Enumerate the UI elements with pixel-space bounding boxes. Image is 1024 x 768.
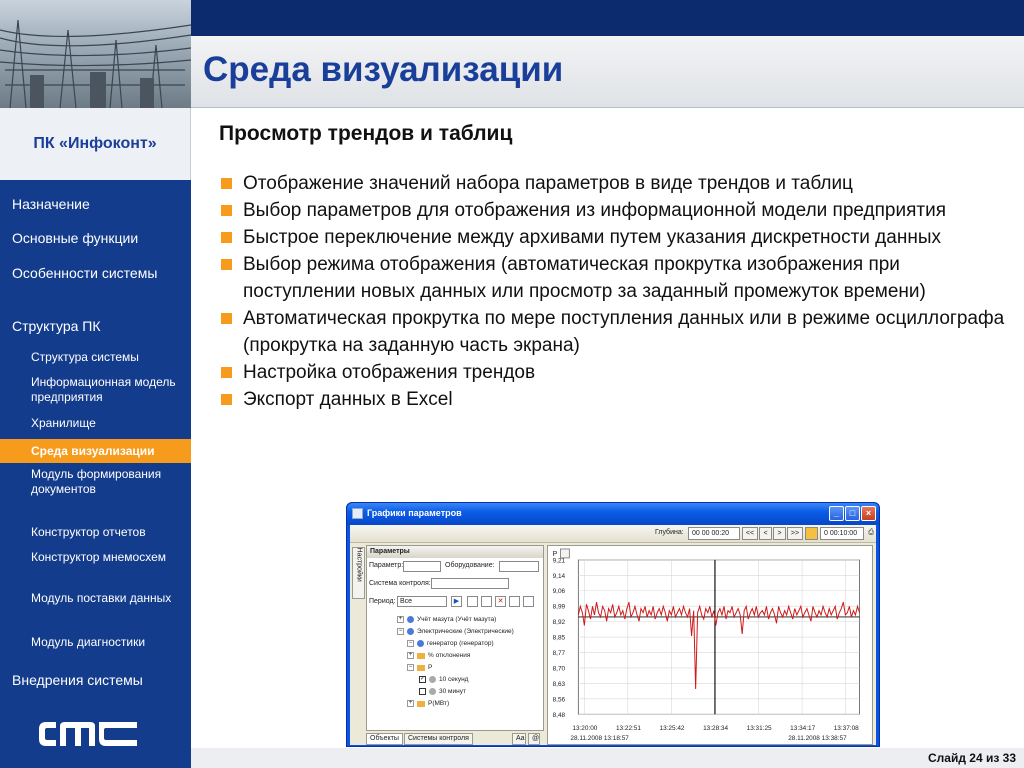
period-label: Период: — [369, 598, 396, 605]
trend-chart[interactable] — [547, 545, 873, 745]
bullet-text: Отображение значений набора параметров в виде трендов и таблиц — [243, 173, 853, 194]
x-range-start: 28.11.2008 13:18:57 — [570, 735, 629, 743]
bullet-item — [220, 197, 1010, 224]
bullet-item — [220, 170, 1010, 197]
nav-prev-button[interactable]: < — [759, 527, 772, 540]
tab-control-systems[interactable]: Системы контроля — [404, 733, 473, 745]
y-tick-label: 8,99 — [552, 603, 566, 611]
sidebar-item-visualization[interactable]: Среда визуализации — [0, 439, 191, 463]
sidebar-item-mnemo-builder[interactable]: Конструктор мнемосхем — [31, 550, 167, 564]
header-band — [191, 0, 1024, 36]
trend-window — [346, 502, 880, 747]
tree-node[interactable]: 30 минут — [419, 688, 466, 695]
bullet-text: Выбор режима отображения (автоматическая прокрутка изображения при поступлении новых данных или просмотр за заданный промежуток времени) — [243, 254, 926, 302]
bullet-square-icon — [221, 259, 232, 270]
y-tick-label: 9,14 — [552, 572, 566, 580]
bullet-square-icon — [221, 178, 232, 189]
font-icon[interactable]: Aa — [512, 733, 526, 745]
nav-first-button[interactable]: << — [742, 527, 758, 540]
bullet-text: Настройка отображения трендов — [243, 362, 536, 383]
window-body — [350, 525, 876, 745]
depth-field[interactable]: 00 00 00:20 — [688, 527, 740, 540]
bullet-text: Экспорт данных в Excel — [243, 389, 453, 410]
brand-label: ПК «Инфоконт» — [33, 135, 157, 152]
bullet-square-icon — [221, 394, 232, 405]
window-title: Графики параметров — [367, 508, 462, 518]
maximize-icon[interactable]: □ — [845, 506, 860, 521]
sidebar-item-report-builder[interactable]: Конструктор отчетов — [31, 525, 146, 539]
sidebar-item-functions[interactable]: Основные функции — [12, 230, 139, 246]
tool-icon[interactable] — [509, 596, 520, 607]
x-tick-label: 13:34:17 — [790, 725, 816, 733]
minimize-icon[interactable]: _ — [829, 506, 844, 521]
bullet-square-icon — [221, 313, 232, 324]
footer-bar — [191, 748, 1024, 768]
nav-next-button[interactable]: > — [773, 527, 786, 540]
series-selector[interactable]: P — [552, 550, 558, 558]
bullet-list — [220, 170, 1010, 413]
slide-counter: Слайд 24 из 33 — [928, 751, 1016, 765]
bullet-square-icon — [221, 205, 232, 216]
nav-last-button[interactable]: >> — [787, 527, 803, 540]
tree-node[interactable]: ✓ 10 секунд — [420, 676, 469, 684]
y-tick-label: 8,48 — [552, 711, 566, 719]
param-field[interactable] — [403, 561, 441, 572]
x-tick-label: 13:37:08 — [833, 725, 859, 733]
bullet-square-icon — [221, 232, 232, 243]
tree-node[interactable]: − P — [408, 664, 433, 672]
param-label: Параметр: — [369, 562, 404, 569]
header-photo — [0, 0, 191, 108]
bullet-item — [220, 224, 1010, 251]
apply-icon[interactable]: ▶ — [451, 596, 462, 607]
settings-side-tab[interactable] — [352, 547, 365, 599]
section-heading: Просмотр трендов и таблиц — [219, 122, 513, 145]
bullet-text: Автоматическая прокрутка по мере поступления данных или в режиме осциллографа (прокрутка на заданную часть экрана) — [243, 308, 1005, 356]
control-system-select[interactable] — [431, 578, 509, 589]
calendar-icon[interactable] — [805, 527, 818, 540]
bullet-item — [220, 386, 1010, 413]
y-tick-label: 8,63 — [552, 680, 566, 688]
grid — [578, 560, 859, 714]
sidebar-item-features[interactable]: Особенности системы — [12, 265, 158, 281]
y-tick-label: 8,56 — [552, 696, 566, 704]
y-axis — [553, 557, 566, 718]
app-icon — [352, 508, 363, 519]
tree-node[interactable]: − генератор (генератор) — [408, 640, 494, 648]
bullet-item — [220, 359, 1010, 386]
bullet-item — [220, 251, 1010, 305]
cmc-logo — [38, 720, 138, 748]
sidebar-item-info-model[interactable]: Информационная модель предприятия — [31, 375, 176, 404]
y-tick-label: 9,06 — [552, 588, 566, 596]
tab-objects[interactable]: Объекты — [366, 733, 403, 745]
sidebar-item-diagnostics[interactable]: Модуль диагностики — [31, 635, 146, 649]
control-system-label: Система контроля: — [369, 580, 431, 587]
x-tick-label: 13:22:51 — [615, 725, 641, 733]
equipment-field[interactable] — [499, 561, 539, 572]
range-field[interactable]: 0 00:10:00 — [820, 527, 864, 540]
bullet-item — [220, 305, 1010, 359]
sidebar-item-structure[interactable]: Структура ПК — [12, 318, 101, 334]
close-icon[interactable]: × — [861, 506, 876, 521]
sidebar-item-storage[interactable]: Хранилище — [31, 416, 96, 430]
y-tick-label: 9,21 — [552, 557, 566, 565]
panel-title: Параметры — [367, 546, 543, 558]
parameters-panel — [366, 545, 544, 731]
x-tick-label: 13:31:25 — [746, 725, 772, 733]
print-icon[interactable]: ⎙ — [868, 529, 874, 536]
x-tick-label: 13:20:00 — [572, 725, 598, 733]
tree-node[interactable]: − Электрические (Электрические) — [398, 628, 514, 636]
x-axis — [572, 725, 859, 732]
window-titlebar[interactable] — [347, 503, 879, 525]
depth-label: Глубина: — [655, 529, 684, 536]
trend-toolbar — [350, 525, 876, 543]
sidebar-item-system-structure[interactable]: Структура системы — [31, 350, 139, 364]
x-tick-label: 13:28:34 — [703, 725, 729, 733]
tool-icon[interactable] — [481, 596, 492, 607]
equipment-label: Оборудование: — [445, 562, 495, 569]
y-tick-label: 8,70 — [552, 665, 566, 673]
tree-node[interactable]: + Учёт мазута (Учёт мазута) — [398, 616, 497, 624]
page-title: Среда визуализации — [203, 50, 564, 89]
y-tick-label: 8,85 — [552, 634, 566, 642]
y-tick-label: 8,77 — [552, 649, 566, 657]
sidebar — [0, 108, 191, 768]
search-icon[interactable]: @ — [528, 733, 540, 745]
tree-node[interactable]: + % отклонения — [408, 652, 471, 660]
delete-icon[interactable]: ✕ — [495, 596, 506, 607]
x-tick-label: 13:25:42 — [659, 725, 685, 733]
bullet-text: Выбор параметров для отображения из информационной модели предприятия — [243, 200, 947, 221]
sidebar-item-documents[interactable]: Модуль формирования документов — [31, 467, 162, 496]
tree-node[interactable]: + P(МВт) — [408, 700, 450, 708]
y-tick-label: 8,92 — [552, 619, 566, 627]
sidebar-item-deployments[interactable]: Внедрения системы — [12, 672, 143, 688]
panel-tabs — [366, 733, 544, 745]
title-bar — [191, 36, 1024, 108]
brand-box — [0, 108, 191, 180]
sidebar-item-purpose[interactable]: Назначение — [12, 196, 90, 212]
bullet-square-icon — [221, 367, 232, 378]
side-tab-label: Настройки — [355, 547, 363, 582]
tool-icon[interactable] — [523, 596, 534, 607]
tool-icon[interactable] — [467, 596, 478, 607]
sidebar-item-data-supply[interactable]: Модуль поставки данных — [31, 591, 172, 605]
period-select[interactable]: Все — [397, 596, 447, 607]
x-range-end: 28.11.2008 13:38:57 — [788, 735, 847, 743]
bullet-text: Быстрое переключение между архивами путем указания дискретности данных — [243, 227, 941, 248]
